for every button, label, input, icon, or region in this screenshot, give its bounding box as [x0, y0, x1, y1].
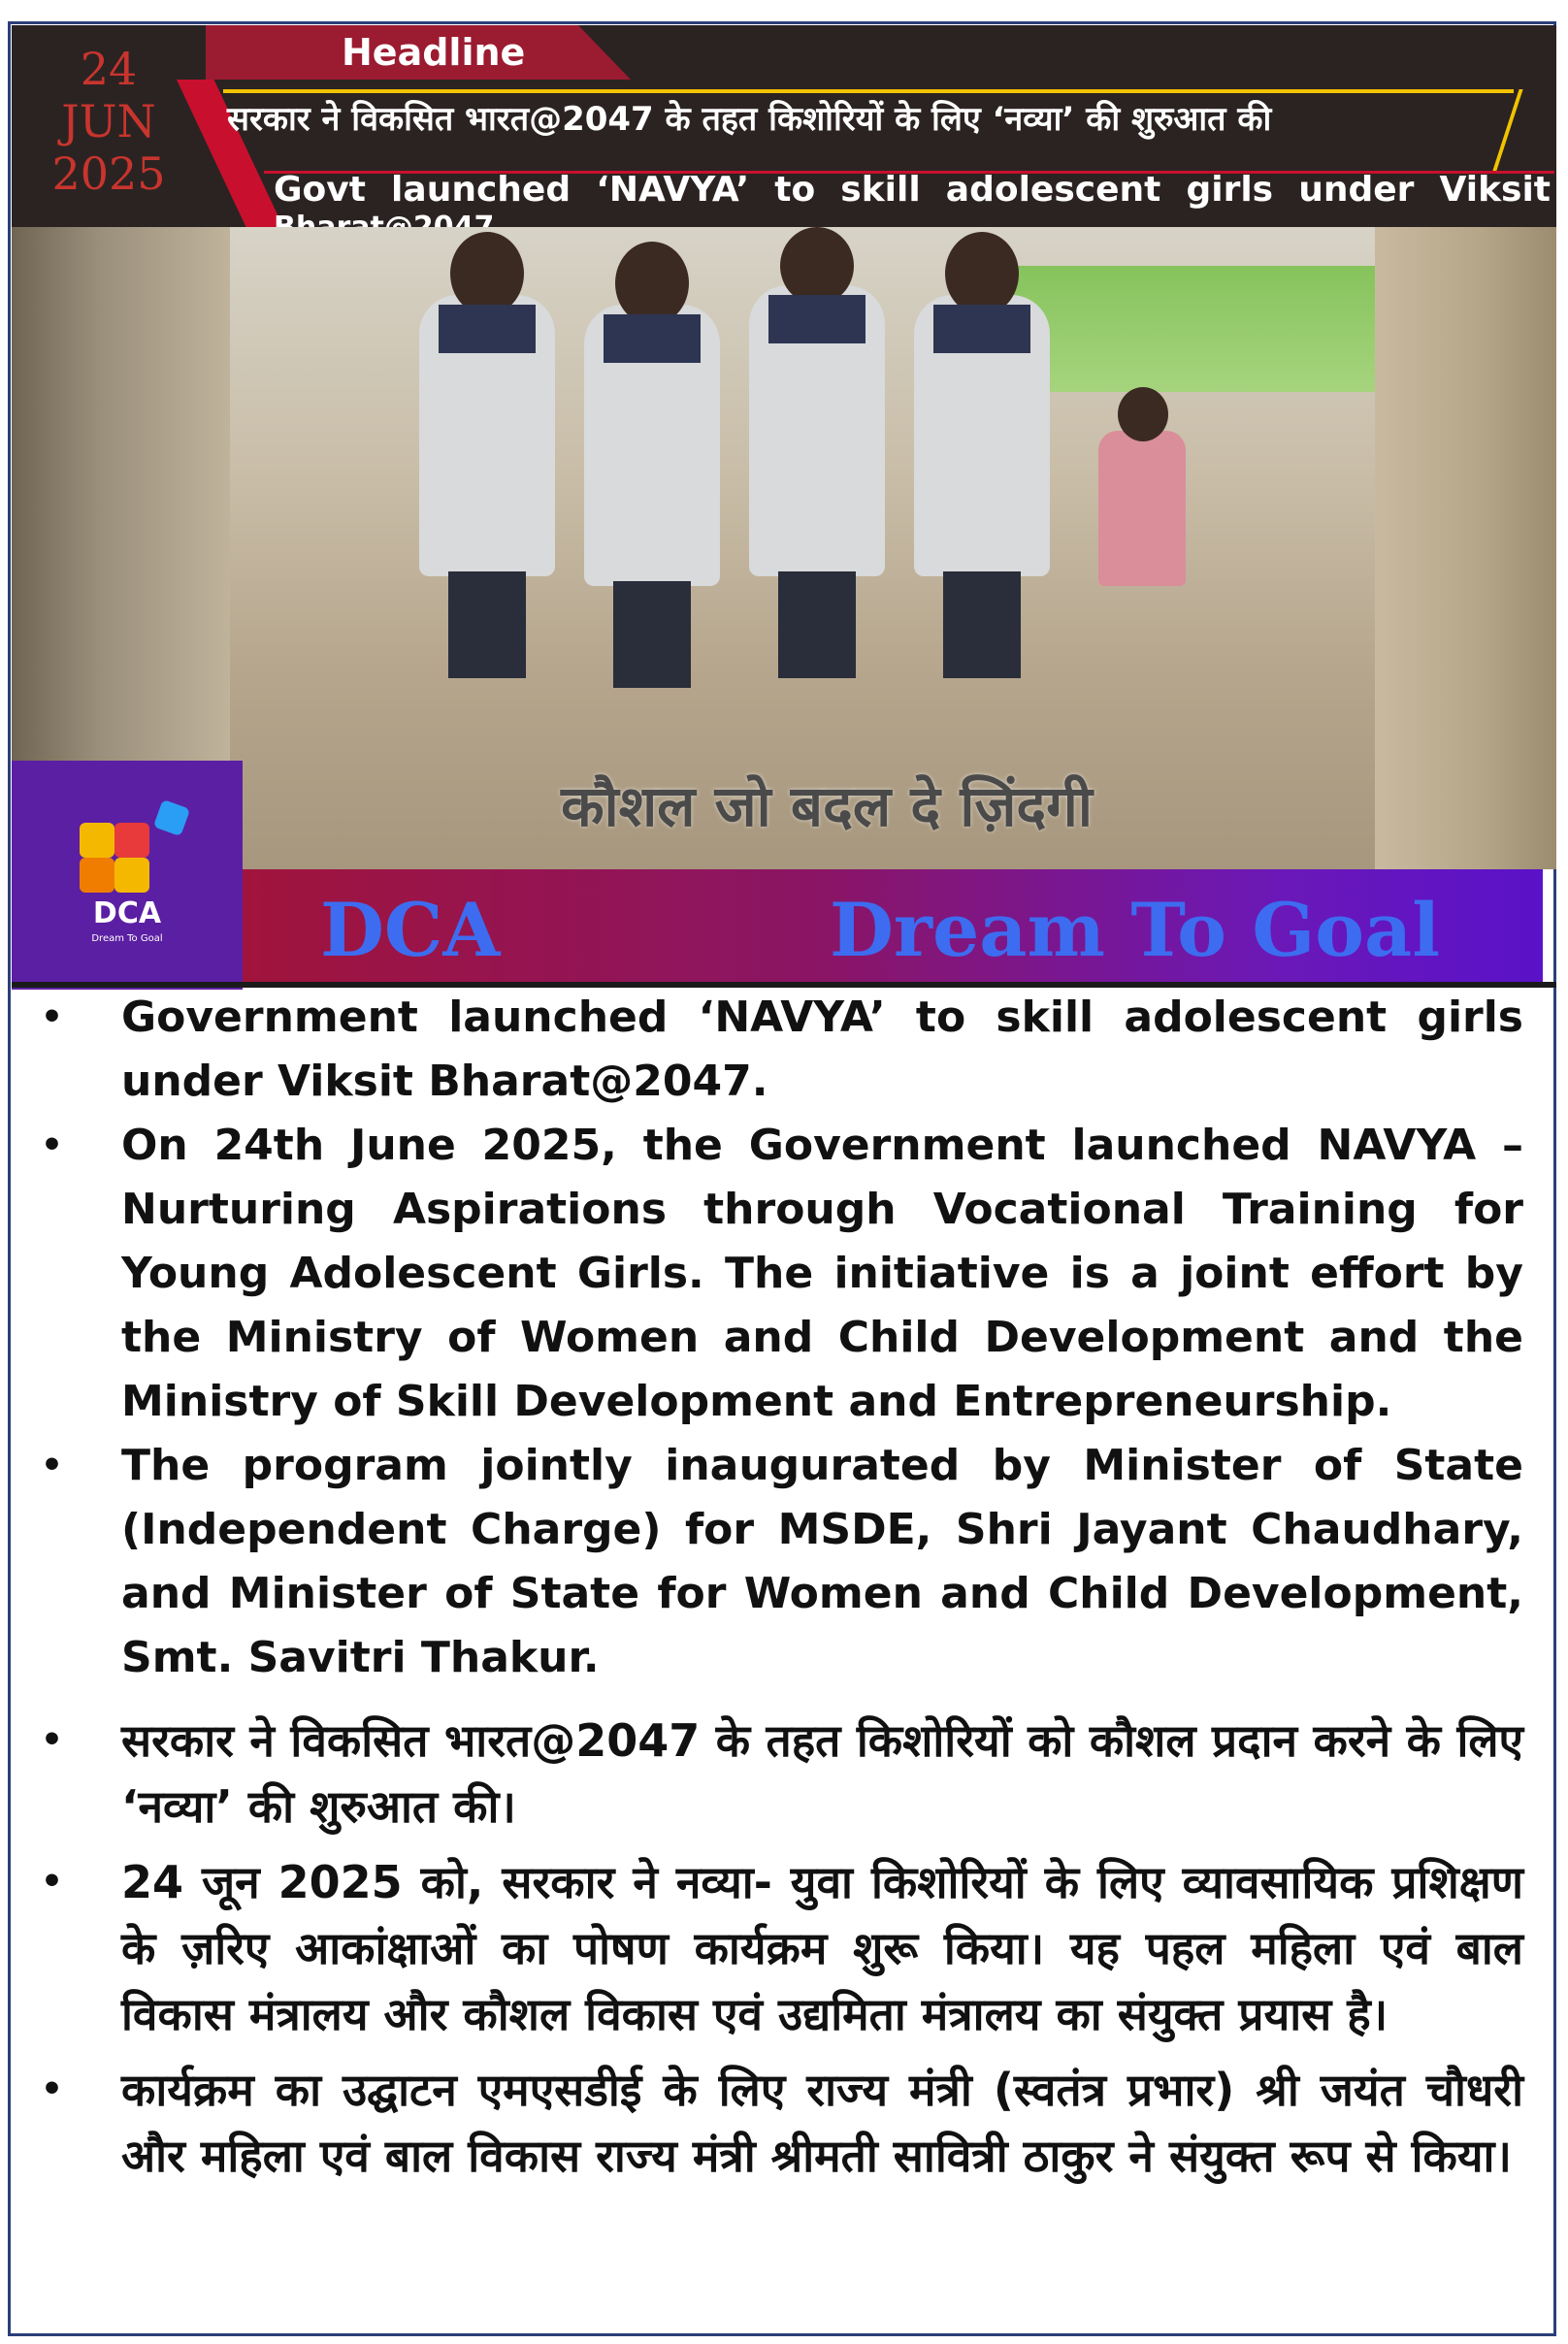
dca-logo — [12, 761, 243, 990]
news-photo — [12, 227, 1556, 869]
banner-brand: DCA — [320, 887, 501, 973]
girl-legs — [613, 581, 691, 688]
girl-head — [780, 227, 854, 305]
girl-legs — [448, 571, 526, 678]
puzzle-piece-icon — [153, 799, 190, 836]
small-girl-figure — [1098, 431, 1186, 586]
list-item — [29, 2057, 1523, 2189]
bullet-dot: • — [41, 2069, 64, 2109]
bullet-text: सरकार ने विकसित भारत@2047 के तहत किशोरियों को कौशल प्रदान करने के लिए ‘नव्या’ की शुरुआत की। — [121, 1714, 1523, 1833]
bullet-dot: • — [41, 1446, 64, 1485]
puzzle-piece-icon — [80, 823, 114, 858]
bullet-text: कार्यक्रम का उद्घाटन एमएसडीई के लिए राज्य मंत्री (स्वतंत्र प्रभार) श्री जयंत चौधरी और महिला एवं बाल विकास राज्य मंत्री श्रीमती सावित्री ठाकुर ने संयुक्त रूप से किया। — [121, 2064, 1523, 2182]
list-item — [29, 1114, 1523, 1434]
photo-caption: कौशल जो बदल दे ज़िंदगी — [561, 773, 1093, 839]
logo-subtext: Dream To Goal — [91, 933, 163, 944]
puzzle-piece-icon — [80, 858, 114, 893]
girl-head — [945, 232, 1019, 315]
bullet-list — [29, 986, 1523, 2189]
girl-scarf — [604, 314, 701, 363]
girl-head — [450, 232, 524, 315]
date-month: JUN — [61, 95, 156, 147]
small-girl-head — [1118, 387, 1168, 441]
hindi-headline: सरकार ने विकसित भारत@2047 के तहत किशोरियों के लिए ‘नव्या’ की शुरुआत की — [227, 100, 1272, 139]
banner-tagline: Dream To Goal — [830, 887, 1441, 973]
girl-scarf — [439, 305, 536, 353]
bullet-text: 24 जून 2025 को, सरकार ने नव्या- युवा किशोरियों के लिए व्यावसायिक प्रशिक्षण के ज़रिए आकांक्षाओं का पोषण कार्यक्रम शुरू किया। यह पहल महिला एवं बाल विकास मंत्रालय और कौशल विकास एवं उद्यमिता मंत्रालय का संयुक्त प्रयास है। — [121, 1856, 1523, 2040]
photo-right-strip — [1375, 227, 1556, 869]
puzzle-piece-icon — [114, 823, 149, 858]
girl-scarf — [768, 295, 866, 343]
bullet-dot: • — [41, 997, 64, 1037]
list-item — [29, 1434, 1523, 1690]
english-headline-line1: Govt launched ‘NAVYA’ to skill adolescent girls under Viksit — [274, 170, 1551, 210]
puzzle-piece-icon — [114, 858, 149, 893]
brand-banner — [243, 869, 1543, 982]
bullet-dot: • — [41, 1720, 64, 1760]
bullet-text: On 24th June 2025, the Government launched NAVYA – Nurturing Aspirations through Vocational Training for Young Adolescent Girls. The initiative is a joint effort by the Ministry of Women and Child Development and the Ministry of Skill Development and Entrepreneurship. — [121, 1121, 1523, 1426]
girl-legs — [943, 571, 1021, 678]
girl-head — [615, 242, 689, 325]
bullet-dot: • — [41, 1125, 64, 1165]
bullet-dot: • — [41, 1862, 64, 1902]
logo-text: DCA — [92, 896, 162, 930]
headline-yellow-rule — [223, 89, 1514, 93]
list-item — [29, 1708, 1523, 1839]
list-item — [29, 986, 1523, 1114]
girl-scarf — [933, 305, 1030, 353]
date-year: 2025 — [51, 147, 166, 200]
headline-tab-label: Headline — [342, 31, 526, 74]
bullet-text: Government launched ‘NAVYA’ to skill adolescent girls under Viksit Bharat@2047. — [121, 993, 1523, 1106]
bullet-text: The program jointly inaugurated by Minister of State (Independent Charge) for MSDE, Shri Jayant Chaudhary, and Minister of State for Women and Child Development, Smt. Savitri Thakur. — [121, 1441, 1523, 1682]
date-day: 24 — [80, 43, 138, 95]
date-box — [12, 25, 206, 227]
headline-header — [12, 25, 1556, 227]
list-item — [29, 1849, 1523, 2047]
girl-legs — [778, 571, 856, 678]
